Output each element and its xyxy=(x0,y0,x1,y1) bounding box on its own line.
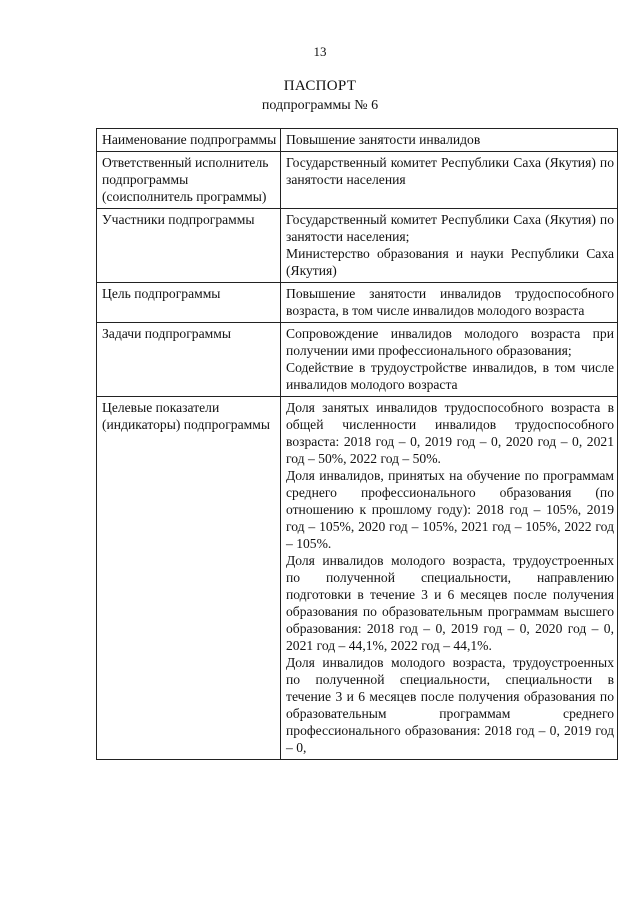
table-row xyxy=(97,283,618,323)
passport-table xyxy=(96,128,618,760)
page-number: 13 xyxy=(313,44,327,59)
row-value xyxy=(281,323,618,397)
row-value-paragraph: Министерство образования и науки Республики Саха (Якутия) xyxy=(286,246,614,278)
document-title: ПАСПОРТ xyxy=(283,78,357,94)
row-value-paragraph: Сопровождение инвалидов молодого возраста при получении ими профессионального образования; xyxy=(286,326,614,358)
row-value-paragraph: Доля инвалидов молодого возраста, трудоустроенных по полученной специальности, направлению подготовки в течение 3 и 6 месяцев после получения образования по образовательным программам высшего образования: 2018 год – 0, 2019 год – 0, 2020 год – 0, 2021 год – 44,1%, 2022 год – 44,1%. xyxy=(286,553,614,653)
table-row xyxy=(97,323,618,397)
row-value-paragraph: Доля инвалидов молодого возраста, трудоустроенных по полученной специальности, специальности в течение 3 и 6 месяцев после получения образования по образовательным программам среднего профессионального образования: 2018 год – 0, 2019 год – 0, xyxy=(286,655,614,755)
row-value-paragraph: Повышение занятости инвалидов трудоспособного возраста, в том числе инвалидов молодого возраста xyxy=(286,286,614,318)
row-value-paragraph: Доля инвалидов, принятых на обучение по программам среднего профессионального образования (по отношению к прошлому году): 2018 год – 105%, 2019 год – 105%, 2020 год – 105%, 2021 год – 105%, 2022 год – 105%. xyxy=(286,468,614,551)
row-label: Наименование подпрограммы xyxy=(97,129,281,152)
table-row xyxy=(97,152,618,209)
row-label: Задачи подпрограммы xyxy=(97,323,281,397)
row-value xyxy=(281,283,618,323)
document-subtitle: подпрограммы № 6 xyxy=(261,98,379,113)
row-value-paragraph: Повышение занятости инвалидов xyxy=(286,132,481,147)
row-label: Участники подпрограммы xyxy=(97,209,281,283)
row-value-paragraph: Государственный комитет Республики Саха (Якутия) по занятости населения xyxy=(286,155,614,187)
row-value xyxy=(281,152,618,209)
row-value-paragraph: Доля занятых инвалидов трудоспособного возраста в общей численности инвалидов трудоспособного возраста: 2018 год – 0, 2019 год – 0, 2020 год – 0, 2021 год – 50%, 2022 год – 50%. xyxy=(286,400,614,466)
row-value xyxy=(281,129,618,152)
row-value-paragraph: Содействие в трудоустройстве инвалидов, в том числе инвалидов молодого возраста xyxy=(286,360,614,392)
row-label: Целевые показатели (индикаторы) подпрограммы xyxy=(97,397,281,760)
row-label: Ответственный исполнитель подпрограммы (соисполнитель программы) xyxy=(97,152,281,209)
table-row xyxy=(97,209,618,283)
row-value-paragraph: Государственный комитет Республики Саха (Якутия) по занятости населения; xyxy=(286,212,614,244)
row-value xyxy=(281,397,618,760)
row-value xyxy=(281,209,618,283)
table-row xyxy=(97,397,618,760)
row-label: Цель подпрограммы xyxy=(97,283,281,323)
table-row xyxy=(97,129,618,152)
